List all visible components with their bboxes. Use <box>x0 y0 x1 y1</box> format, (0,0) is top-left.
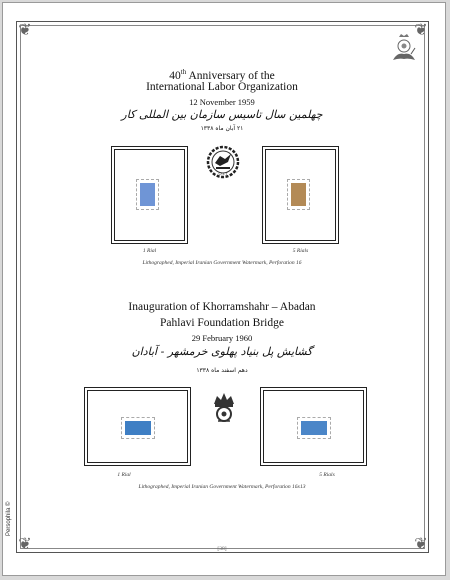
stamp-mount-1rial <box>84 387 191 466</box>
section1-title: 40th Anniversary of the <box>169 68 275 82</box>
stamp-mount-1rial <box>111 146 188 244</box>
section1-note: Lithographed, Imperial Iranian Government Watermark, Perforation 16 <box>142 260 302 266</box>
stamp-mount-5rials <box>262 146 339 244</box>
section1-persian-title: چهلمین سال تاسیس سازمان بین المللی کار <box>121 108 323 121</box>
section2-title: Inauguration of Khorramshahr – Abadan <box>128 301 316 313</box>
ilo-emblem-label: O.I.T <box>218 171 228 176</box>
section2-date: 29 February 1960 <box>191 333 253 343</box>
section1-persian-date: ۲۱ آبان ماه ۱۳۳۸ <box>200 125 244 132</box>
section1-title-line2: International Labor Organization <box>146 81 298 93</box>
stamp-image <box>291 183 306 206</box>
corner-ornament-icon: ❦ <box>414 534 428 553</box>
stamp-caption: 5 Rials <box>292 248 309 254</box>
crown-emblem-icon <box>209 390 239 424</box>
section2-note: Lithographed, Imperial Iranian Government Watermark, Perforation 16x13 <box>138 484 306 490</box>
stamp-caption: 1 Rial <box>142 248 157 254</box>
stamp-caption: 5 Rials <box>319 472 335 478</box>
corner-ornament-icon: ❦ <box>18 20 32 39</box>
lion-and-sun-icon <box>389 33 419 65</box>
stamp-caption: 1 Rial <box>117 472 131 478</box>
corner-ornament-icon: ❦ <box>414 20 428 39</box>
stamp-mount-5rials <box>260 387 367 466</box>
ilo-emblem-icon <box>206 145 240 181</box>
stamp-ilo-1rial <box>136 179 159 210</box>
stamp-image <box>140 183 155 206</box>
page-number: [38] <box>217 546 227 552</box>
section2-persian-date: دهم اسفند ماه ۱۳۳۸ <box>196 367 248 374</box>
stamp-image <box>125 421 151 435</box>
corner-ornament-icon: ❦ <box>18 534 32 553</box>
stamp-bridge-5rials <box>297 417 331 439</box>
section2-title-line2: Pahlavi Foundation Bridge <box>160 317 284 329</box>
section1-date: 12 November 1959 <box>189 97 255 107</box>
stamp-ilo-5rials <box>287 179 310 210</box>
stamp-bridge-1rial <box>121 417 155 439</box>
section2-persian-title: گشایش پل بنیاد پهلوی خرمشهر - آبادان <box>131 345 313 358</box>
stamp-image <box>301 421 327 435</box>
copyright-label: Persophila © <box>6 501 12 536</box>
